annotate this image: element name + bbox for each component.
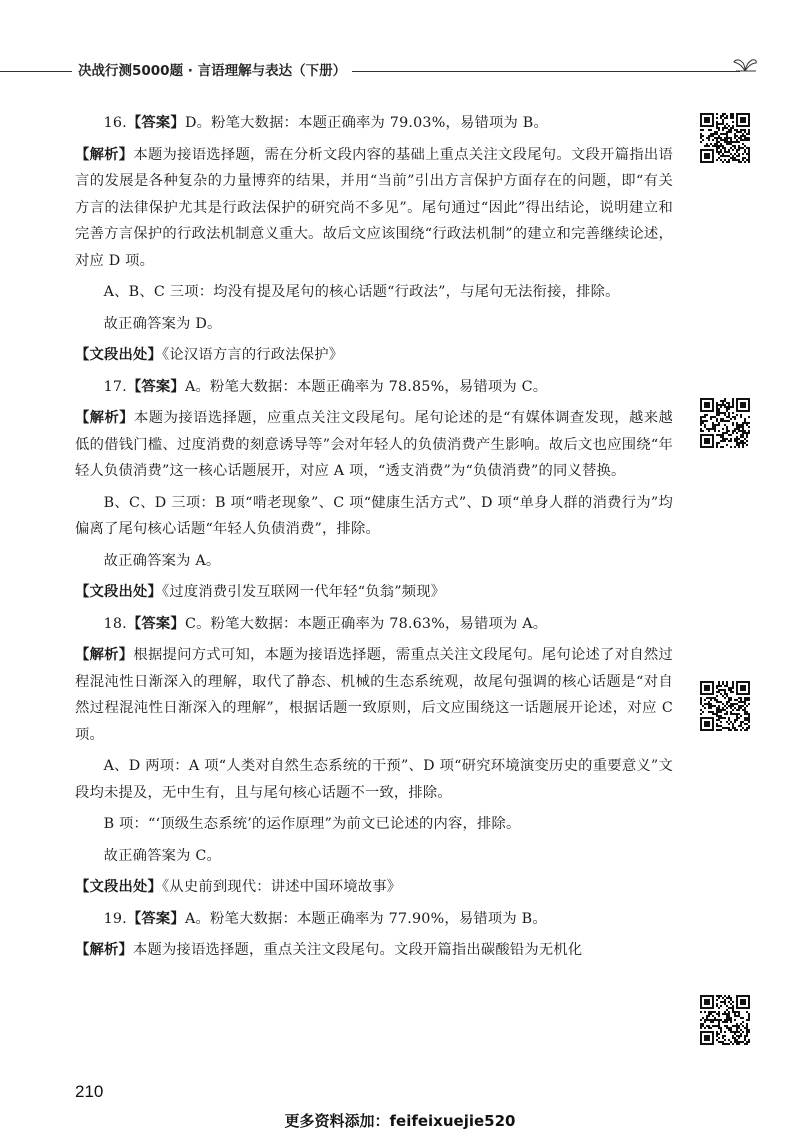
paragraph-text: D。粉笔大数据：本题正确率为 79.03%，易错项为 B。 <box>184 115 548 131</box>
paragraph-text: 19. <box>103 910 127 927</box>
paragraph-text: 《从史前到现代：讲述中国环境故事》 <box>161 879 402 895</box>
paragraph <box>75 279 673 306</box>
paragraph-text: 故正确答案为 C。 <box>103 847 221 864</box>
paragraph-text: A、B、C 三项：均没有提及尾句的核心话题“行政法”，与尾句无法衔接，排除。 <box>103 284 620 300</box>
paragraph <box>75 611 673 638</box>
explanation-body <box>75 110 673 969</box>
paragraph <box>75 642 673 748</box>
paragraph-text: 本题为接语选择题，重点关注文段尾句。文段开篇指出碳酸铅为无机化 <box>133 942 583 958</box>
paragraph <box>75 937 673 964</box>
paragraph <box>75 874 673 901</box>
section-tag: 【答案】 <box>126 615 185 632</box>
paragraph-text: 《过度消费引发互联网一代年轻“负翁”频现》 <box>161 584 446 600</box>
section-tag: 【答案】 <box>126 378 185 395</box>
paragraph-text: A。粉笔大数据：本题正确率为 77.90%，易错项为 B。 <box>184 910 547 927</box>
paragraph <box>75 811 673 838</box>
paragraph <box>75 906 673 933</box>
section-tag: 【解析】 <box>75 942 133 958</box>
footer-note: 更多资料添加：feifeixuejie520 <box>284 1112 516 1130</box>
section-tag: 【答案】 <box>126 910 185 927</box>
paragraph-text: C。粉笔大数据：本题正确率为 78.63%，易错项为 A。 <box>184 615 548 632</box>
paragraph <box>75 579 673 606</box>
header-rule-right <box>352 71 740 72</box>
qr-code-icon[interactable] <box>700 995 750 1045</box>
paragraph-text: 本题为接语选择题，需在分析文段内容的基础上重点关注文段尾句。文段开篇指出语言的发展是各种复杂的力量博弈的结果，并用“当前”引出方言保护方面存在的问题，即“有关方言的法律保护尤其是行政法保护的研究尚不多见”。尾句通过“因此”得出结论，说明建立和完善方言保护的行政法机制意义重大。故后文应该围绕“行政法机制”的建立和完善继续论述，对应 D 项。 <box>75 146 673 269</box>
running-header <box>0 60 800 84</box>
paragraph-text: 16. <box>103 115 127 131</box>
paragraph <box>75 490 673 543</box>
paragraph <box>75 374 673 401</box>
section-tag: 【答案】 <box>126 115 185 131</box>
paragraph <box>75 753 673 806</box>
paragraph-text: 根据提问方式可知，本题为接语选择题，需重点关注文段尾句。尾句论述了对自然过程混沌性日渐深入的理解，取代了静态、机械的生态系统观，故尾句强调的核心话题是“对自然过程混沌性日渐深入的理解”，根据话题一致原则，后文应围绕这一话题展开论述，对应 C 项。 <box>75 647 673 743</box>
paragraph-text: B 项：“‘顶级生态系统’的运作原理”为前文已论述的内容，排除。 <box>103 816 521 832</box>
paragraph <box>75 110 673 137</box>
paragraph-text: 本题为接语选择题，应重点关注文段尾句。尾句论述的是“有媒体调查发现，越来越低的借钱门槛、过度消费的刻意诱导等”会对年轻人的负债消费产生影响。故后文也应围绕“年轻人负债消费”这一核心话题展开，对应 A 项，“透支消费”为“负债消费”的同义替换。 <box>75 410 673 479</box>
section-tag: 【解析】 <box>75 146 134 163</box>
page-number: 210 <box>75 1082 104 1101</box>
paragraph-text: A、D 两项：A 项“人类对自然生态系统的干预”、D 项“研究环境演变历史的重要意义”文段均未提及，无中生有，且与尾句核心话题不一致，排除。 <box>75 758 673 801</box>
qr-code-icon[interactable] <box>700 113 750 163</box>
paragraph-text: B、C、D 三项：B 项“啃老现象”、C 项“健康生活方式”、D 项“单身人群的消费行为”均偏离了尾句核心话题“年轻人负债消费”，排除。 <box>75 494 673 537</box>
section-tag: 【解析】 <box>75 647 134 663</box>
paragraph <box>75 843 673 870</box>
book-title: 决战行测5000题 · 言语理解与表达（下册） <box>78 63 347 79</box>
paragraph-text: 故正确答案为 A。 <box>103 552 221 569</box>
paragraph <box>75 342 673 369</box>
paragraph-text: 故正确答案为 D。 <box>103 315 222 332</box>
qr-code-icon[interactable] <box>700 681 750 731</box>
section-tag: 【文段出处】 <box>75 584 162 600</box>
sprout-icon <box>732 54 758 76</box>
paragraph <box>75 548 673 575</box>
paragraph <box>75 311 673 338</box>
paragraph <box>75 405 673 485</box>
paragraph-text: 18. <box>103 615 127 632</box>
section-tag: 【文段出处】 <box>75 347 162 363</box>
paragraph-text: 《论汉语方言的行政法保护》 <box>161 347 344 363</box>
paragraph-text: 17. <box>103 378 127 395</box>
paragraph <box>75 142 673 275</box>
section-tag: 【文段出处】 <box>75 879 162 895</box>
header-rule-left <box>0 71 72 72</box>
paragraph-text: A。粉笔大数据：本题正确率为 78.85%，易错项为 C。 <box>184 378 548 395</box>
section-tag: 【解析】 <box>75 410 135 426</box>
qr-code-icon[interactable] <box>700 398 750 448</box>
